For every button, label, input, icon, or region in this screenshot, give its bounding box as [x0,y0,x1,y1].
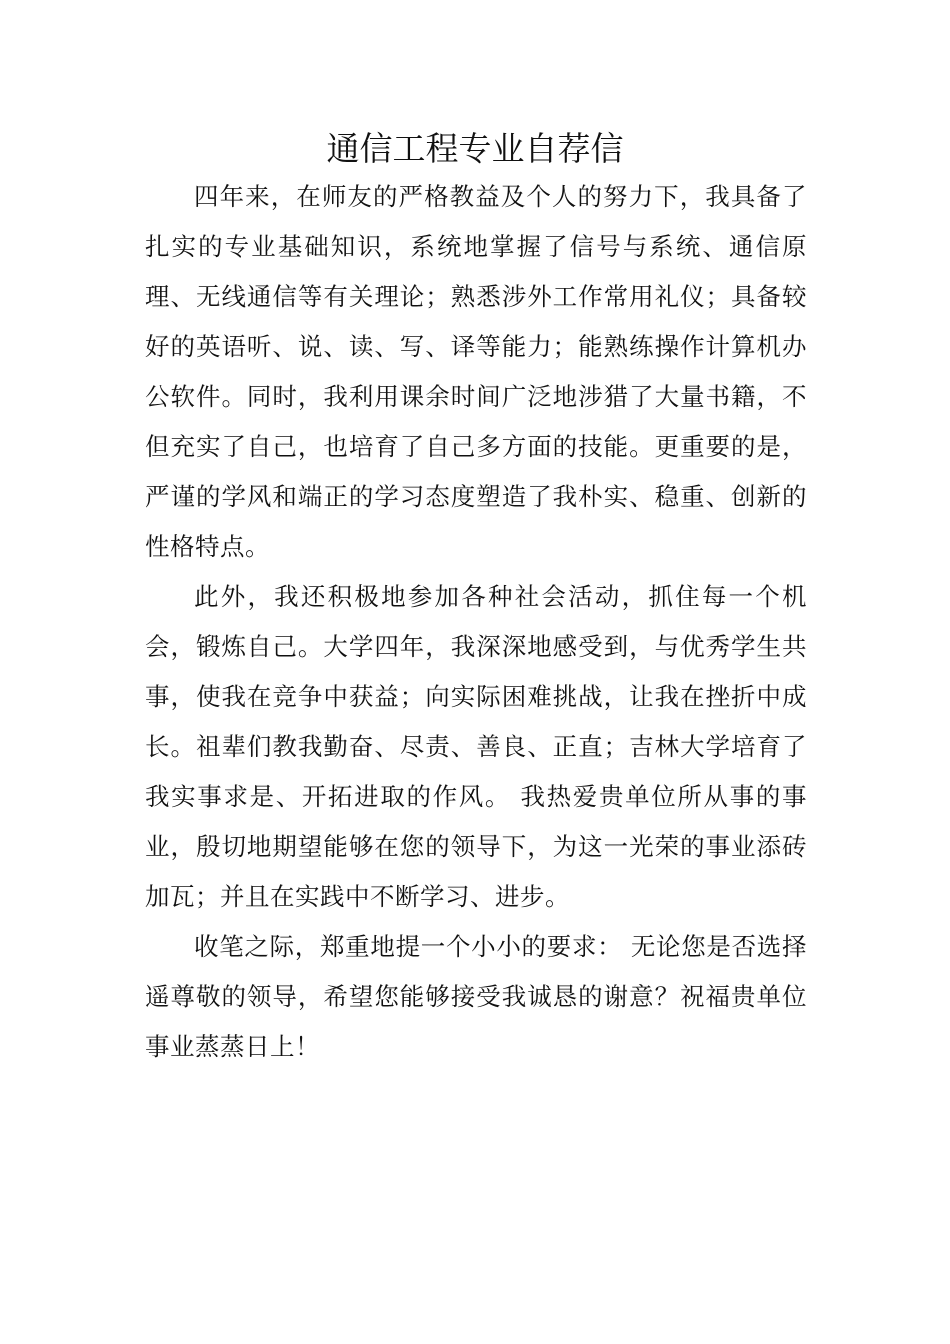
document-title: 通信工程专业自荐信 [326,129,624,168]
paragraph-3: 收笔之际，郑重地提一个小小的要求： 无论您是否选择遥尊敬的领导，希望您能够接受我诚恳的谢意？祝福贵单位事业蒸蒸日上！ [145,932,807,1061]
paragraph-2: 此外，我还积极地参加各种社会活动，抓住每一个机会，锻炼自己。大学四年，我深深地感受到，与优秀学生共事，使我在竞争中获益；向实际困难挑战，让我在挫折中成长。祖辈们教我勤奋、尽责、善良、正直；吉林大学培育了我实事求是、开拓进取的作风。 我热爱贵单位所从事的事业，殷切地期望能够在您的领导下，为这一光荣的事业添砖加瓦；并且在实践中不断学习、进步。 [145,582,807,911]
document-body [145,172,807,1072]
paragraph-1: 四年来，在师友的严格教益及个人的努力下，我具备了扎实的专业基础知识，系统地掌握了信号与系统、通信原理、无线通信等有关理论；熟悉涉外工作常用礼仪；具备较好的英语听、说、读、写、译等能力；能熟练操作计算机办公软件。同时，我利用课余时间广泛地涉猎了大量书籍，不但充实了自己，也培育了自己多方面的技能。更重要的是，严谨的学风和端正的学习态度塑造了我朴实、稳重、创新的性格特点。 [145,182,807,561]
